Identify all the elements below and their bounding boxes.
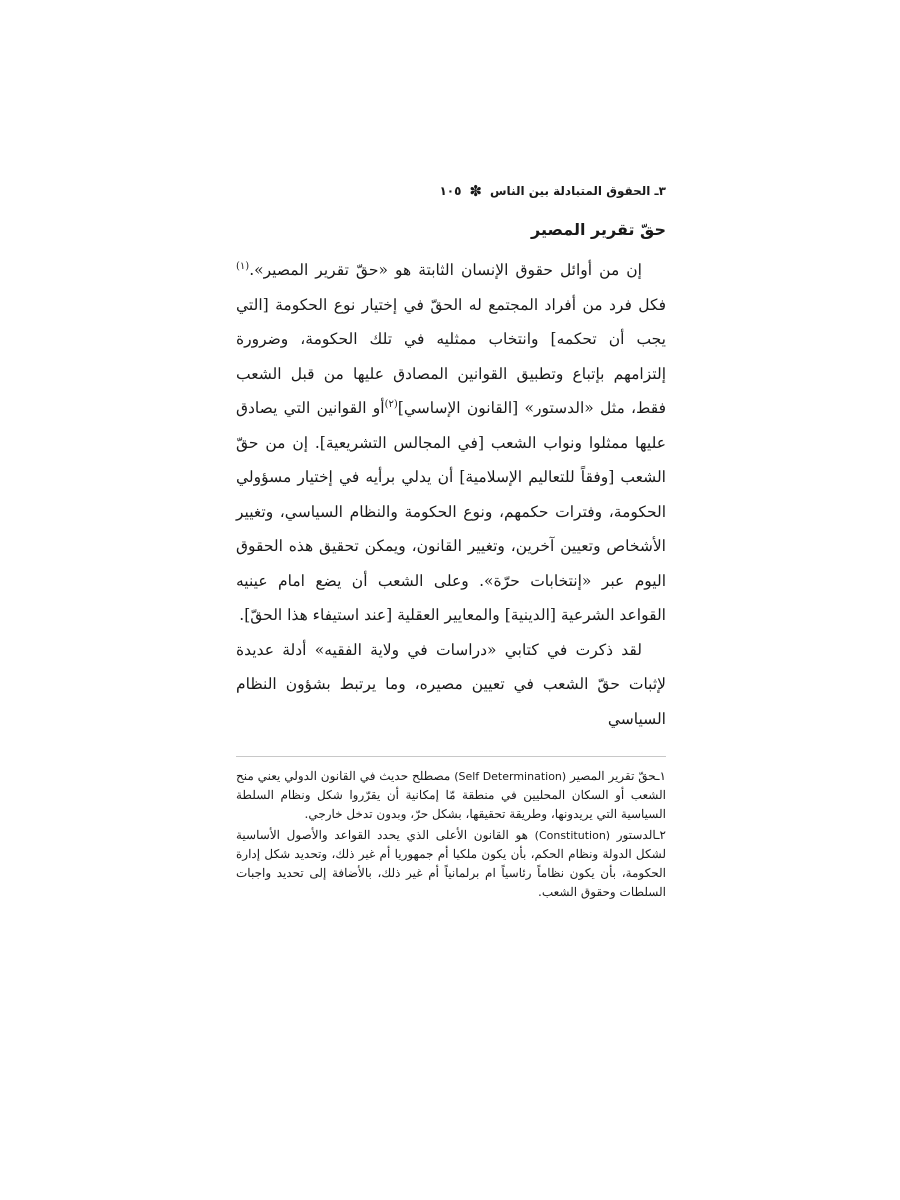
footnote-text: مصطلح حديث في القانون الدولي يعني منح الشعب أو السكان المحليين في منطقة مّا إمكانية أن يقرّروا شكل ونظام السلطة السياسية التي يريدونها، وطريقة تحقيقها، بشكل حرّ، وبدون تدخل خارجي. bbox=[236, 769, 666, 821]
paragraph bbox=[236, 253, 666, 633]
footnote-1 bbox=[236, 767, 666, 824]
running-header bbox=[236, 178, 666, 204]
section-title: حقّ تقرير المصير bbox=[531, 220, 666, 239]
paragraph-text: فكل فرد من أفراد المجتمع له الحقّ في إختيار نوع الحكومة [التي يجب أن تحكمه] وانتخاب ممثليه في تلك الحكومة، وضرورة إلتزامهم بإتباع وتطبيق القوانين المصادق عليها من قبل الشعب فقط، مثل «الدستور» [القانون الإساسي] bbox=[236, 295, 666, 417]
footnote-2 bbox=[236, 826, 666, 902]
paragraph-text: إن من أوائل حقوق الإنسان الثابتة هو «حقّ تقرير المصير». bbox=[249, 261, 642, 279]
flower-ornament-icon: ✽ bbox=[469, 181, 482, 200]
footnote-number: ٢ـ bbox=[656, 828, 666, 842]
footnote-latin-term: (Self Determination) bbox=[454, 770, 567, 783]
footnote-marker-2[interactable]: (٢) bbox=[384, 398, 398, 410]
paragraph-text: أو القوانين التي يصادق عليها ممثلوا ونواب الشعب [في المجالس التشريعية]. إن من حقّ الشعب [وفقاً للتعاليم الإسلامية] أن يدلي برأيه في إختيار مسؤولي الحكومة، وفترات حكمهم، ونوع الحكومة والنظام السياسي، وتغيير الأشخاص وتعيين آخرين، وتغيير القانون، ويمكن تحقيق هذه الحقوق اليوم عبر «إنتخابات حرّة». وعلى الشعب أن يضع امام عينيه القواعد الشرعية [الدينية] والمعايير العقلية [عند استيفاء هذا الحقّ]. bbox=[236, 399, 666, 624]
footnote-marker-1[interactable]: (١) bbox=[236, 260, 250, 272]
footnote-divider bbox=[236, 756, 666, 757]
footnote-lead: حقّ تقرير المصير bbox=[570, 769, 657, 783]
chapter-title: ٣ـ الحقوق المتبادلة بين الناس bbox=[490, 184, 666, 198]
footnote-latin-term: (Constitution) bbox=[534, 829, 611, 842]
footnote-number: ١ـ bbox=[656, 769, 666, 783]
book-page bbox=[236, 178, 666, 904]
footnotes bbox=[236, 767, 666, 902]
paragraph: لقد ذكرت في كتابي «دراسات في ولاية الفقيه» أدلة عديدة لإثبات حقّ الشعب في تعيين مصيره، وما يرتبط بشؤون النظام السياسي bbox=[236, 640, 666, 728]
footnote-lead: الدستور bbox=[616, 828, 657, 842]
body-text bbox=[236, 253, 666, 736]
footnote-text: هو القانون الأعلى الذي يحدد القواعد والأصول الأساسية لشكل الدولة ونظام الحكم، بأن يكون ملكيا أم جمهوريا أم غير ذلك، وتحديد شكل إدارة الحكومة، بأن يكون نظاماً رئاسياً ام برلمانياً أم غير ذلك، بالأضافة إلى تحديد واجبات السلطات وحقوق الشعب. bbox=[236, 828, 666, 899]
page-number: ١٠٥ bbox=[439, 184, 462, 198]
